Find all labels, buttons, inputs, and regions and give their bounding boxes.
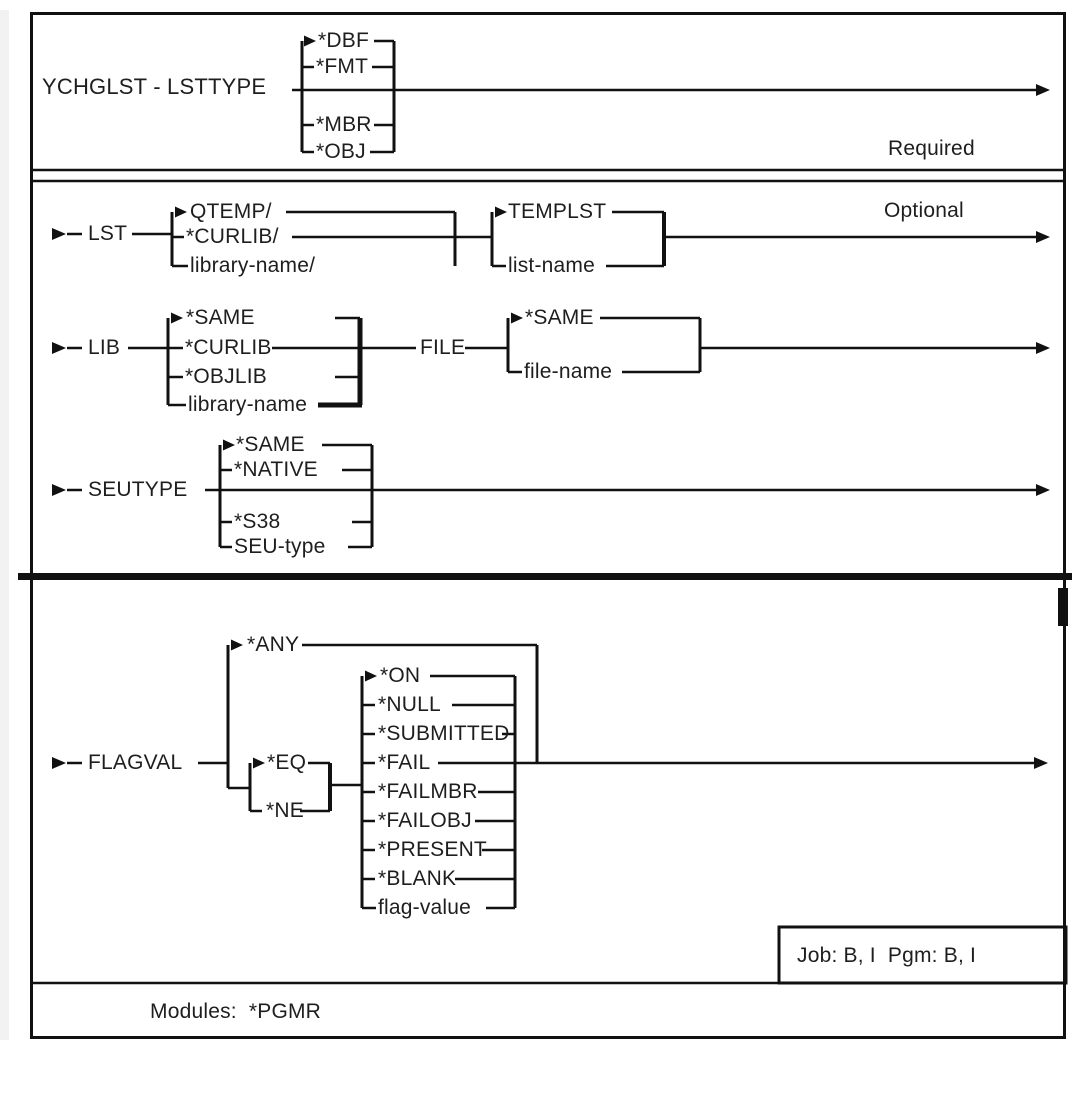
param-flagval-label: FLAGVAL: [88, 751, 183, 774]
job-pgm-label: Job: B, I Pgm: B, I: [797, 944, 977, 967]
modules-label: Modules: *PGMR: [150, 1000, 322, 1023]
option-lib-objlib: *OBJLIB: [185, 365, 267, 388]
option-lsttype-dbf: *DBF: [318, 29, 369, 52]
param-seutype-label: SEUTYPE: [88, 478, 188, 501]
option-flagval-blank: *BLANK: [378, 867, 457, 890]
command-title: YCHGLST - LSTTYPE: [42, 74, 267, 99]
option-lst-library-name: library-name/: [190, 254, 316, 277]
option-lst-templst: TEMPLST: [508, 200, 607, 223]
option-seutype-s38: *S38: [234, 510, 281, 533]
option-seutype-same: *SAME: [236, 433, 305, 456]
section-divider: [18, 573, 1072, 626]
option-flagval-failobj: *FAILOBJ: [378, 809, 472, 832]
option-lsttype-fmt: *FMT: [316, 55, 369, 78]
option-file-file-name: file-name: [524, 360, 613, 383]
option-lib-library-name: library-name: [188, 393, 308, 416]
option-flagval-present: *PRESENT: [378, 838, 487, 861]
option-lst-list-name: list-name: [508, 254, 595, 277]
option-lsttype-mbr: *MBR: [316, 113, 372, 136]
option-flagval-any: *ANY: [247, 633, 300, 656]
option-lst-qtemp: QTEMP/: [190, 200, 272, 223]
option-flagval-eq: *EQ: [267, 751, 307, 774]
param-file-label: FILE: [420, 336, 466, 359]
option-seutype-seu-type: SEU-type: [234, 535, 326, 558]
option-flagval-submitted: *SUBMITTED: [378, 722, 510, 745]
param-lib-label: LIB: [88, 336, 121, 359]
option-flagval-failmbr: *FAILMBR: [378, 780, 478, 803]
option-flagval-fail: *FAIL: [378, 751, 431, 774]
option-flagval-ne: *NE: [266, 799, 304, 822]
optional-label: Optional: [884, 199, 964, 222]
option-lst-curlib: *CURLIB/: [186, 225, 279, 248]
option-flagval-null: *NULL: [378, 693, 441, 716]
option-lsttype-obj: *OBJ: [316, 140, 366, 163]
option-lib-same: *SAME: [186, 306, 255, 329]
option-seutype-native: *NATIVE: [234, 458, 318, 481]
required-label: Required: [888, 137, 975, 160]
param-lst-label: LST: [88, 222, 128, 245]
option-flagval-flag-value: flag-value: [378, 896, 472, 919]
option-lib-curlib: *CURLIB: [185, 336, 272, 359]
option-file-same: *SAME: [525, 306, 594, 329]
option-flagval-on: *ON: [380, 664, 421, 687]
